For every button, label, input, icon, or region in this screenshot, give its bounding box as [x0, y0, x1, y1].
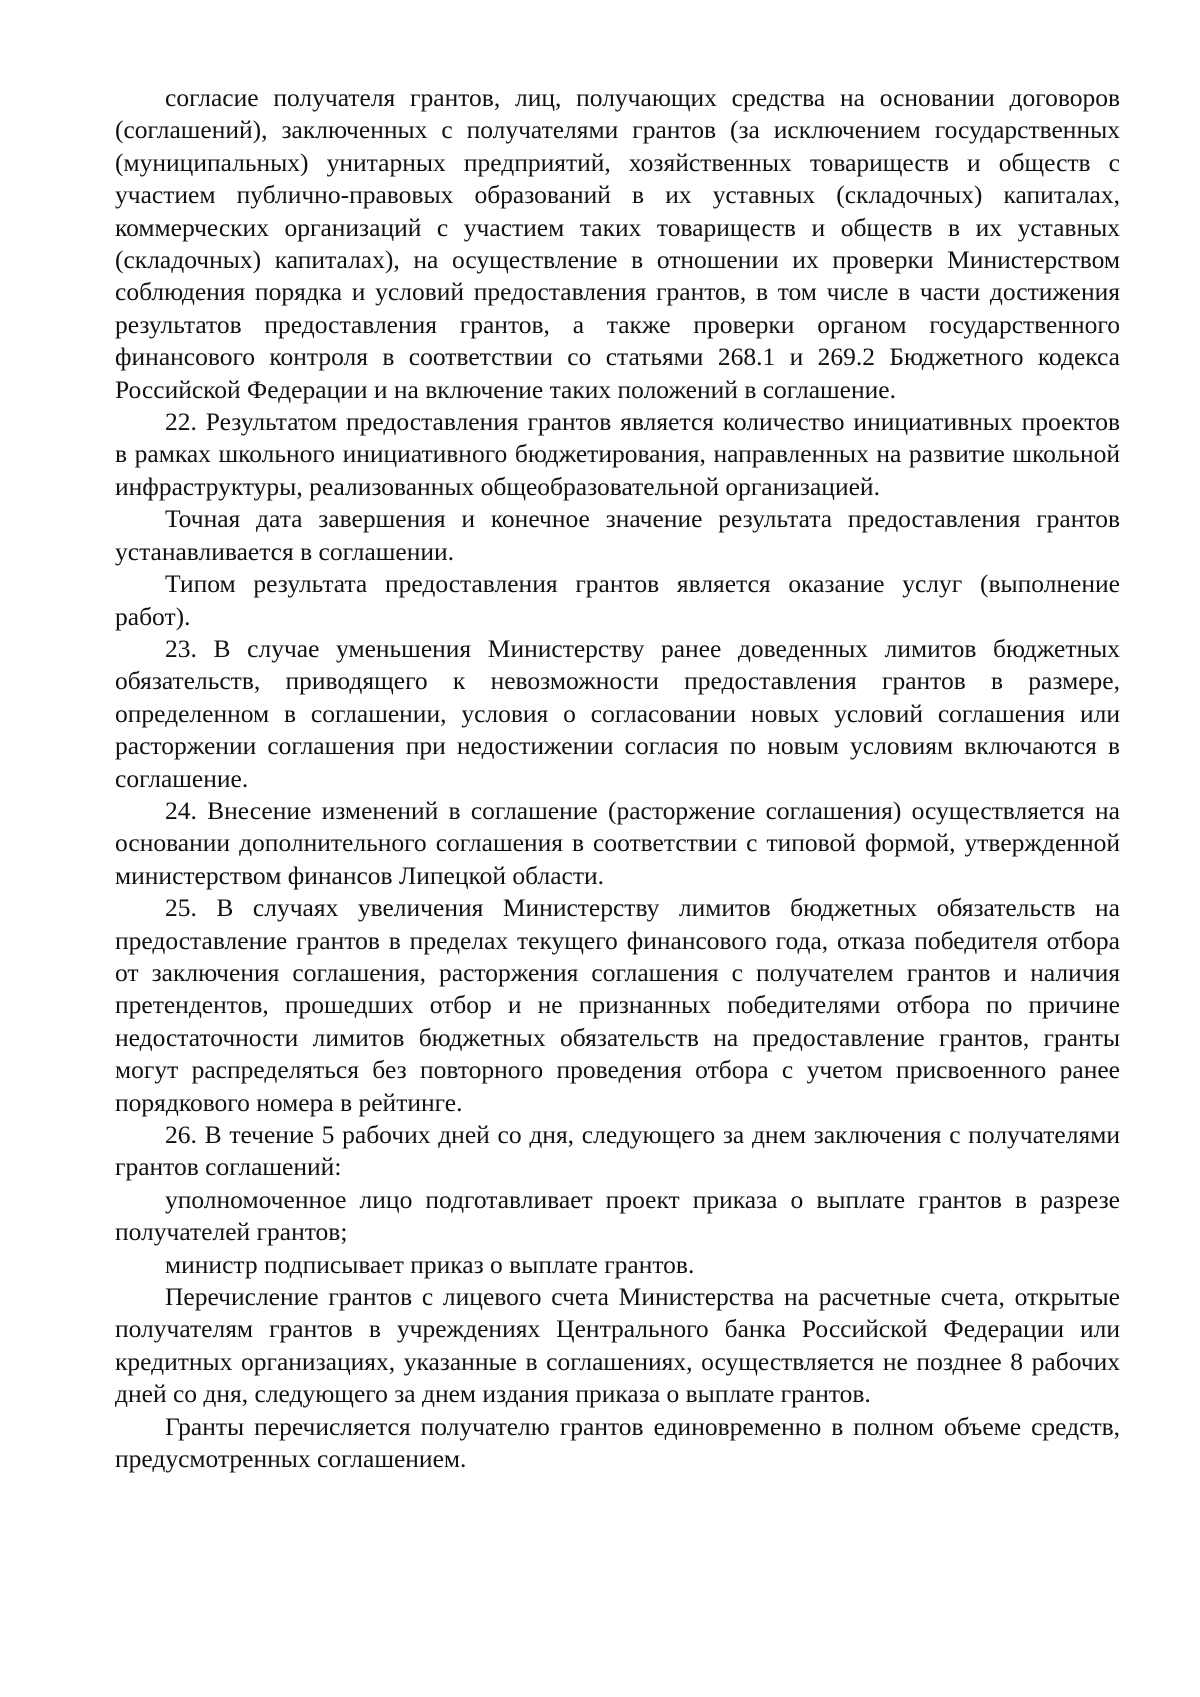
paragraph-authorized-person: уполномоченное лицо подготавливает проект приказа о выплате грантов в разрезе получателей грантов; [115, 1184, 1120, 1247]
paragraph-minister-signs: министр подписывает приказ о выплате грантов. [165, 1249, 695, 1279]
paragraph-transfer: Перечисление грантов с лицевого счета Министерства на расчетные счета, открытые получателям грантов в учреждениях Центрального банка Российской Федерации или кредитных организациях, указанные в соглашениях, осуществляется не позднее 8 рабочих дней со дня, следующего за днем издания приказа о выплате грантов. [115, 1282, 1120, 1409]
paragraph-22: 22. Результатом предоставления грантов является количество инициативных проектов в рамках школьного инициативного бюджетирования, направленных на развитие школьной инфраструктуры, реализованных общеобразовательной организацией. [115, 407, 1120, 501]
document-body [115, 82, 1120, 1475]
paragraph-24: 24. Внесение изменений в соглашение (расторжение соглашения) осуществляется на основании дополнительного соглашения в соответствии с типовой формой, утвержденной министерством финансов Липецкой области. [115, 795, 1120, 890]
paragraph-consent: согласие получателя грантов, лиц, получающих средства на основании договоров (соглашений), заключенных с получателями грантов (за исключением государственных (муниципальных) унитарных предприятий, хозяйственных товариществ и обществ с участием публично-правовых образований в их уставных (складочных) капиталах, коммерческих организаций с участием таких товариществ и обществ в их уставных (складочных) капиталах), на осуществление в отношении их проверки Министерством соблюдения порядка и условий предоставления грантов, в том числе в части достижения результатов предоставления грантов, а также проверки органом государственного финансового контроля в соответствии со статьями 268.1 и 269.2 Бюджетного кодекса Российской Федерации и на включение таких положений в соглашение. [115, 83, 1120, 404]
paragraph-lump-sum: Гранты перечисляется получателю грантов единовременно в полном объеме средств, предусмотренных соглашением. [115, 1411, 1120, 1474]
paragraph-exact-date: Точная дата завершения и конечное значение результата предоставления грантов устанавливается в соглашении. [115, 504, 1120, 566]
paragraph-result-type: Типом результата предоставления грантов является оказание услуг (выполнение работ). [115, 569, 1120, 631]
paragraph-23: 23. В случае уменьшения Министерству ранее доведенных лимитов бюджетных обязательств, приводящего к невозможности предоставления грантов в размере, определенном в соглашении, условия о согласовании новых условий соглашения или расторжении соглашения при недостижении согласия по новым условиям включаются в соглашение. [115, 633, 1120, 793]
paragraph-26: 26. В течение 5 рабочих дней со дня, следующего за днем заключения с получателями грантов соглашений: [115, 1120, 1120, 1182]
paragraph-25: 25. В случаях увеличения Министерству лимитов бюджетных обязательств на предоставление грантов в пределах текущего финансового года, отказа победителя отбора от заключения соглашения, расторжения соглашения с получателем грантов и наличия претендентов, прошедших отбор и не признанных победителями отбора по причине недостаточности лимитов бюджетных обязательств на предоставление грантов, гранты могут распределяться без повторного проведения отбора с учетом присвоенного ранее порядкового номера в рейтинге. [115, 893, 1120, 1117]
